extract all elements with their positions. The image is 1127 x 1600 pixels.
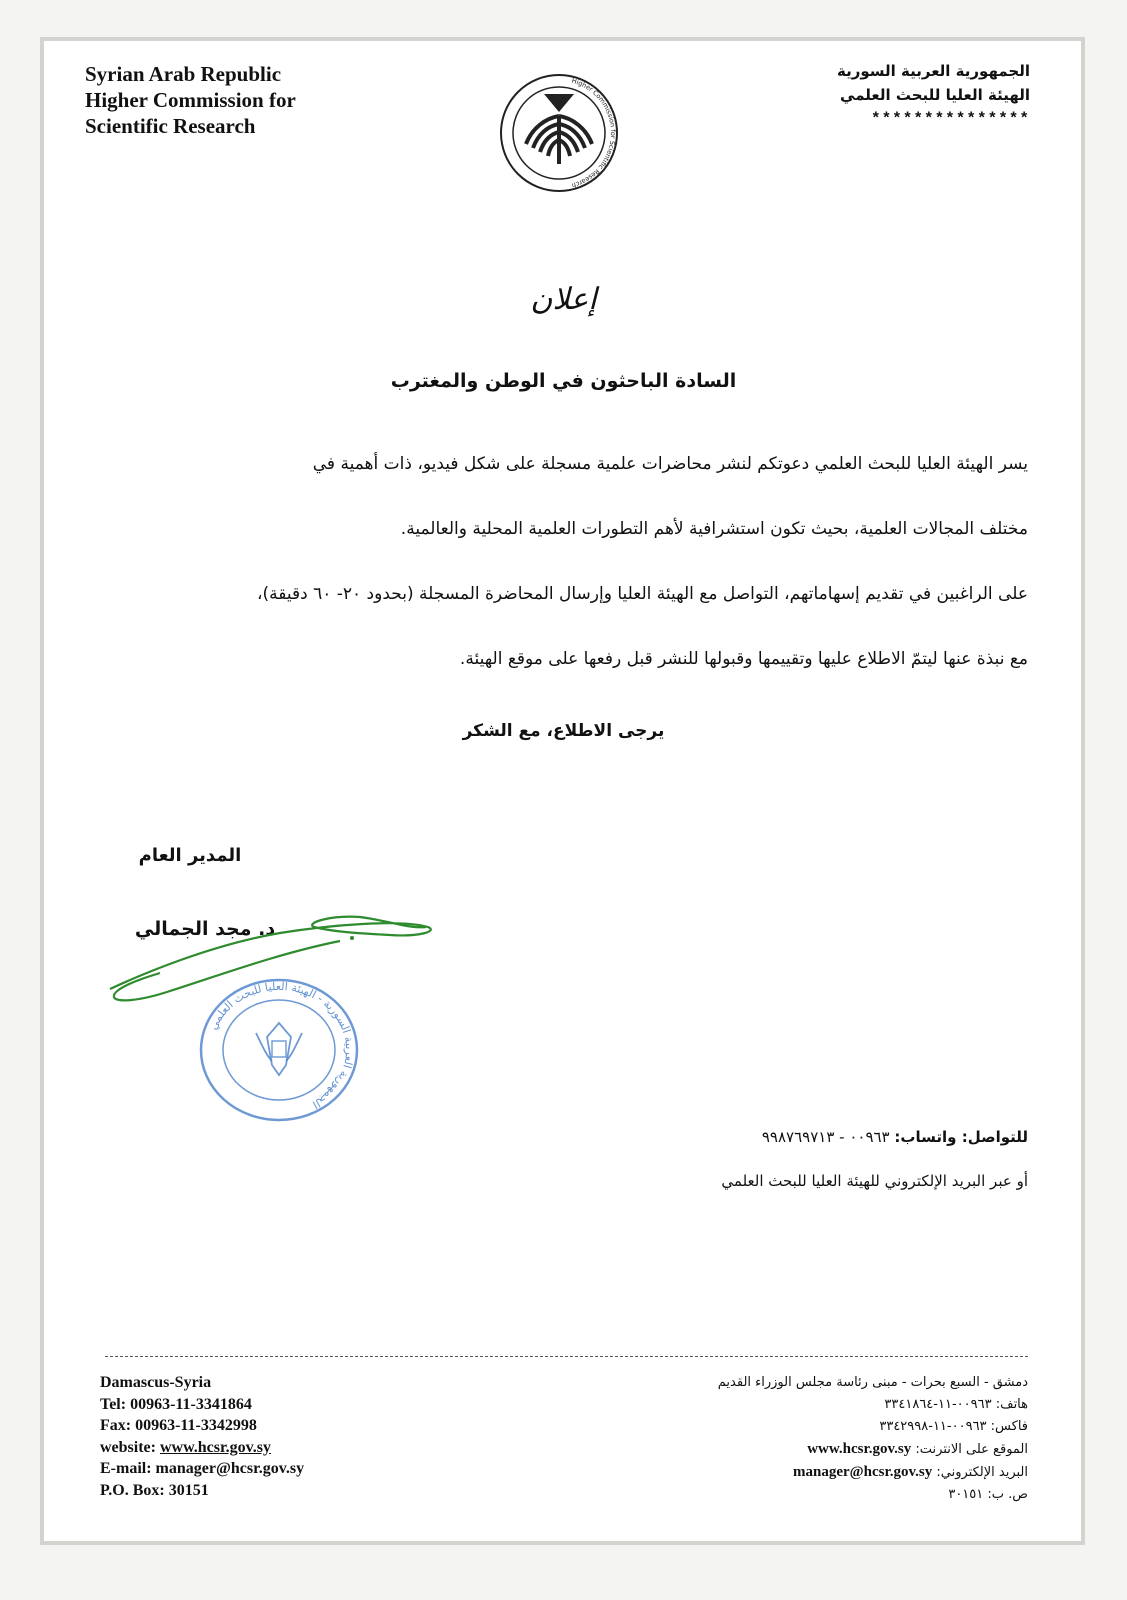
whatsapp-contact <box>600 1128 1028 1146</box>
svg-text:Higher Commission for Scientif: Higher Commission for Scientific Research <box>570 76 618 190</box>
footer-email[interactable]: E-mail: manager@hcsr.gov.sy <box>100 1460 305 1477</box>
footer-address-ar: دمشق - السبع بحرات - مبنى رئاسة مجلس الوزراء القديم <box>717 1375 1028 1390</box>
footer-website-row <box>100 1437 460 1459</box>
whatsapp-number: ٠٠٩٦٣ - ٩٩٨٧٦٩٧١٣ <box>761 1128 890 1146</box>
footer-website-link[interactable]: www.hcsr.gov.sy <box>159 1438 271 1456</box>
footer-pobox: P.O. Box: 30151 <box>100 1481 209 1499</box>
signatory-title: المدير العام <box>138 845 242 866</box>
footer-website-row-ar <box>650 1438 1028 1461</box>
header-english <box>85 61 385 139</box>
email-contact-line: أو عبر البريد الإلكتروني للهيئة العليا للبحث العلمي <box>721 1172 1028 1190</box>
header-arabic-line-2: الهيئة العليا للبحث العلمي <box>840 86 1030 104</box>
paragraph-line-1: يسر الهيئة العليا للبحث العلمي دعوتكم لنشر محاضرات علمية مسجلة على شكل فيديو، ذات أهمية في <box>312 454 1028 474</box>
paragraph-line-2: مختلف المجالات العلمية، بحيث تكون استشرافية لأهم التطورات العلمية المحلية والعالمية. <box>400 519 1028 539</box>
footer-email-link-ar[interactable]: manager@hcsr.gov.sy <box>793 1464 933 1480</box>
footer-fax: Fax: 00963-11-3342998 <box>100 1417 257 1434</box>
footer-email-row-ar <box>650 1461 1028 1484</box>
footer-phone-ar: هاتف: ٠٠٩٦٣-١١-٣٣٤١٨٦٤ <box>884 1397 1028 1412</box>
footer-english <box>100 1372 460 1501</box>
header-english-line-3: Scientific Research <box>85 114 256 138</box>
header-stars: *************** <box>870 110 1030 128</box>
footer-divider <box>105 1356 1028 1357</box>
header-arabic-line-1: الجمهورية العربية السورية <box>837 62 1030 80</box>
footer-city: Damascus-Syria <box>100 1374 212 1391</box>
header-english-line-1: Syrian Arab Republic <box>85 62 282 86</box>
footer-fax-ar: فاكس: ٠٠٩٦٣-١١-٣٣٤٢٩٩٨ <box>879 1419 1028 1434</box>
header-english-line-2: Higher Commission for <box>85 88 296 112</box>
footer-website-link-ar[interactable]: www.hcsr.gov.sy <box>807 1441 912 1457</box>
announcement-title: إعلان <box>530 282 597 317</box>
signatory-name: د. مجد الجمالي <box>134 918 276 940</box>
footer-arabic <box>650 1372 1028 1506</box>
hcsr-emblem-icon <box>498 72 620 194</box>
letter-sheet <box>40 37 1085 1545</box>
whatsapp-label: للتواصل: واتساب: <box>894 1128 1028 1146</box>
paragraph-line-4: مع نبذة عنها ليتمّ الاطلاع عليها وتقييمها وقبولها للنشر قبل رفعها على موقع الهيئة. <box>459 649 1028 669</box>
footer-pobox-ar: ص. ب: ٣٠١٥١ <box>948 1487 1028 1502</box>
footer-email-label-ar: البريد الإلكتروني: <box>932 1465 1028 1480</box>
handwritten-signature-icon <box>100 905 440 1015</box>
paragraph-line-3: على الراغبين في تقديم إسهاماتهم، التواصل مع الهيئة العليا وإرسال المحاضرة المسجلة (بحدود ٢٠- ٦٠ دقيقة)، <box>256 584 1028 604</box>
closing-line: يرجى الاطلاع، مع الشكر <box>462 721 665 741</box>
svg-text:الجمهورية العربية السورية - ال: الجمهورية العربية السورية - الهيئة العليا للبحث العلمي <box>206 979 357 1112</box>
header-arabic <box>720 59 1030 131</box>
footer-website-label: website: <box>100 1438 160 1456</box>
footer-website-label-ar: الموقع على الانترنت: <box>911 1442 1028 1457</box>
footer-tel: Tel: 00963-11-3341864 <box>100 1395 252 1413</box>
announcement-addressee: السادة الباحثون في الوطن والمغترب <box>390 370 737 392</box>
